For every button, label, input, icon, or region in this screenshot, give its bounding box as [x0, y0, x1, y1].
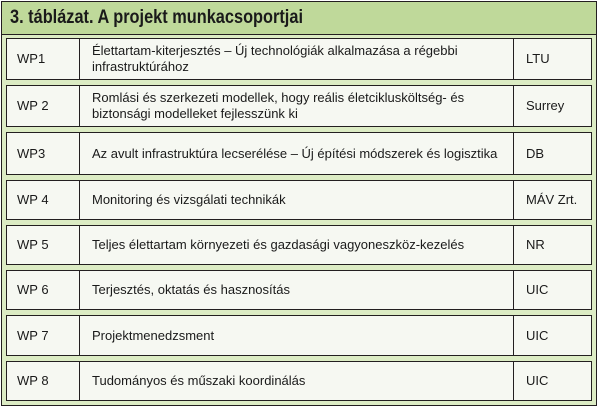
wp-partner: DB [526, 145, 545, 161]
table-body [2, 35, 596, 405]
wp-partner: UIC [526, 327, 549, 343]
table-title-bar [2, 2, 596, 35]
wp-description: Terjesztés, oktatás és hasznosítás [80, 271, 514, 309]
table-row [6, 315, 592, 355]
wp-partner: NR [526, 237, 545, 253]
table-row [6, 225, 592, 265]
wp-code: WP 5 [7, 226, 80, 264]
wp-code: WP1 [7, 39, 80, 79]
wp-partner: MÁV Zrt. [526, 191, 578, 207]
wp-code: WP3 [7, 133, 80, 173]
wp-code: WP 7 [7, 316, 80, 354]
wp-code: WP 4 [7, 181, 80, 219]
table-title: 3. táblázat. A projekt munkacsoportjai [10, 7, 303, 28]
wp-description: Teljes élettartam környezeti és gazdasági vagyoneszköz-kezelés [80, 226, 514, 264]
wp-description: Projektmenedzsment [80, 316, 514, 354]
table-row [6, 132, 592, 174]
table-row [6, 85, 592, 127]
table-row [6, 270, 592, 310]
table-row [6, 180, 592, 220]
wp-description: Monitoring és vizsgálati technikák [80, 181, 514, 219]
wp-code: WP 2 [7, 86, 80, 126]
wp-partner: UIC [526, 372, 549, 388]
wp-description: Tudományos és műszaki koordinálás [80, 362, 514, 400]
wp-description: Romlási és szerkezeti modellek, hogy reális életciklusköltség- és biztonsági modelleket fejlesszünk ki [80, 86, 514, 126]
wp-code: WP 8 [7, 362, 80, 400]
wp-code: WP 6 [7, 271, 80, 309]
wp-partner: LTU [526, 51, 550, 67]
table-row [6, 38, 592, 80]
work-packages-table [1, 1, 597, 406]
wp-description: Élettartam-kiterjesztés – Új technológiák alkalmazása a régebbi infrastruktúrához [80, 39, 514, 79]
wp-partner: UIC [526, 282, 549, 298]
table-row [6, 361, 592, 401]
wp-description: Az avult infrastruktúra lecserélése – Új építési módszerek és logisztika [80, 133, 514, 173]
wp-partner: Surrey [526, 98, 565, 114]
